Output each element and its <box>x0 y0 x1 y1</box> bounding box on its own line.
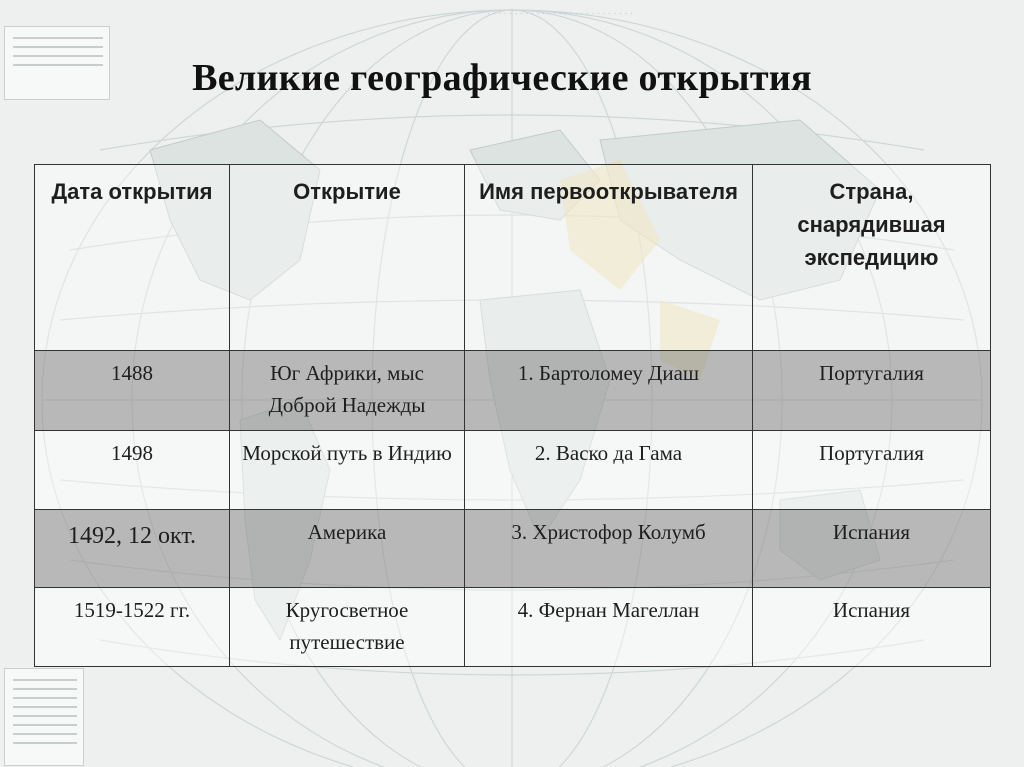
cell-discovery: Кругосветное путешествие <box>230 588 465 667</box>
cell-explorer: 4. Фернан Магеллан <box>465 588 753 667</box>
table-row <box>35 431 991 510</box>
cell-country: Португалия <box>753 431 991 510</box>
cell-explorer: 2. Васко да Гама <box>465 431 753 510</box>
cell-country: Португалия <box>753 351 991 431</box>
cell-date: 1498 <box>35 431 230 510</box>
cell-date: 1519-1522 гг. <box>35 588 230 667</box>
cell-explorer: 3. Христофор Колумб <box>465 510 753 588</box>
table-row <box>35 510 991 588</box>
discoveries-table <box>34 164 991 667</box>
header-date: Дата открытия <box>35 165 230 351</box>
header-explorer: Имя первооткрывателя <box>465 165 753 351</box>
svg-text:· · · · · · · · · · · · · · ·: · · · · · · · · · · · · · · · · · · · · · · · · · · · <box>487 8 633 18</box>
cell-country: Испания <box>753 510 991 588</box>
table-header-row <box>35 165 991 351</box>
map-legend-bottom <box>4 668 84 766</box>
header-discovery: Открытие <box>230 165 465 351</box>
cell-country: Испания <box>753 588 991 667</box>
cell-discovery: Морской путь в Индию <box>230 431 465 510</box>
header-country: Страна, снарядившая экспедицию <box>753 165 991 351</box>
cell-date: 1488 <box>35 351 230 431</box>
slide-title: Великие географические открытия <box>192 57 812 99</box>
cell-discovery: Америка <box>230 510 465 588</box>
cell-explorer: 1. Бартоломеу Диаш <box>465 351 753 431</box>
cell-date: 1492, 12 окт. <box>35 510 230 588</box>
cell-discovery: Юг Африки, мыс Доброй Надежды <box>230 351 465 431</box>
table-row <box>35 351 991 431</box>
table-row <box>35 588 991 667</box>
